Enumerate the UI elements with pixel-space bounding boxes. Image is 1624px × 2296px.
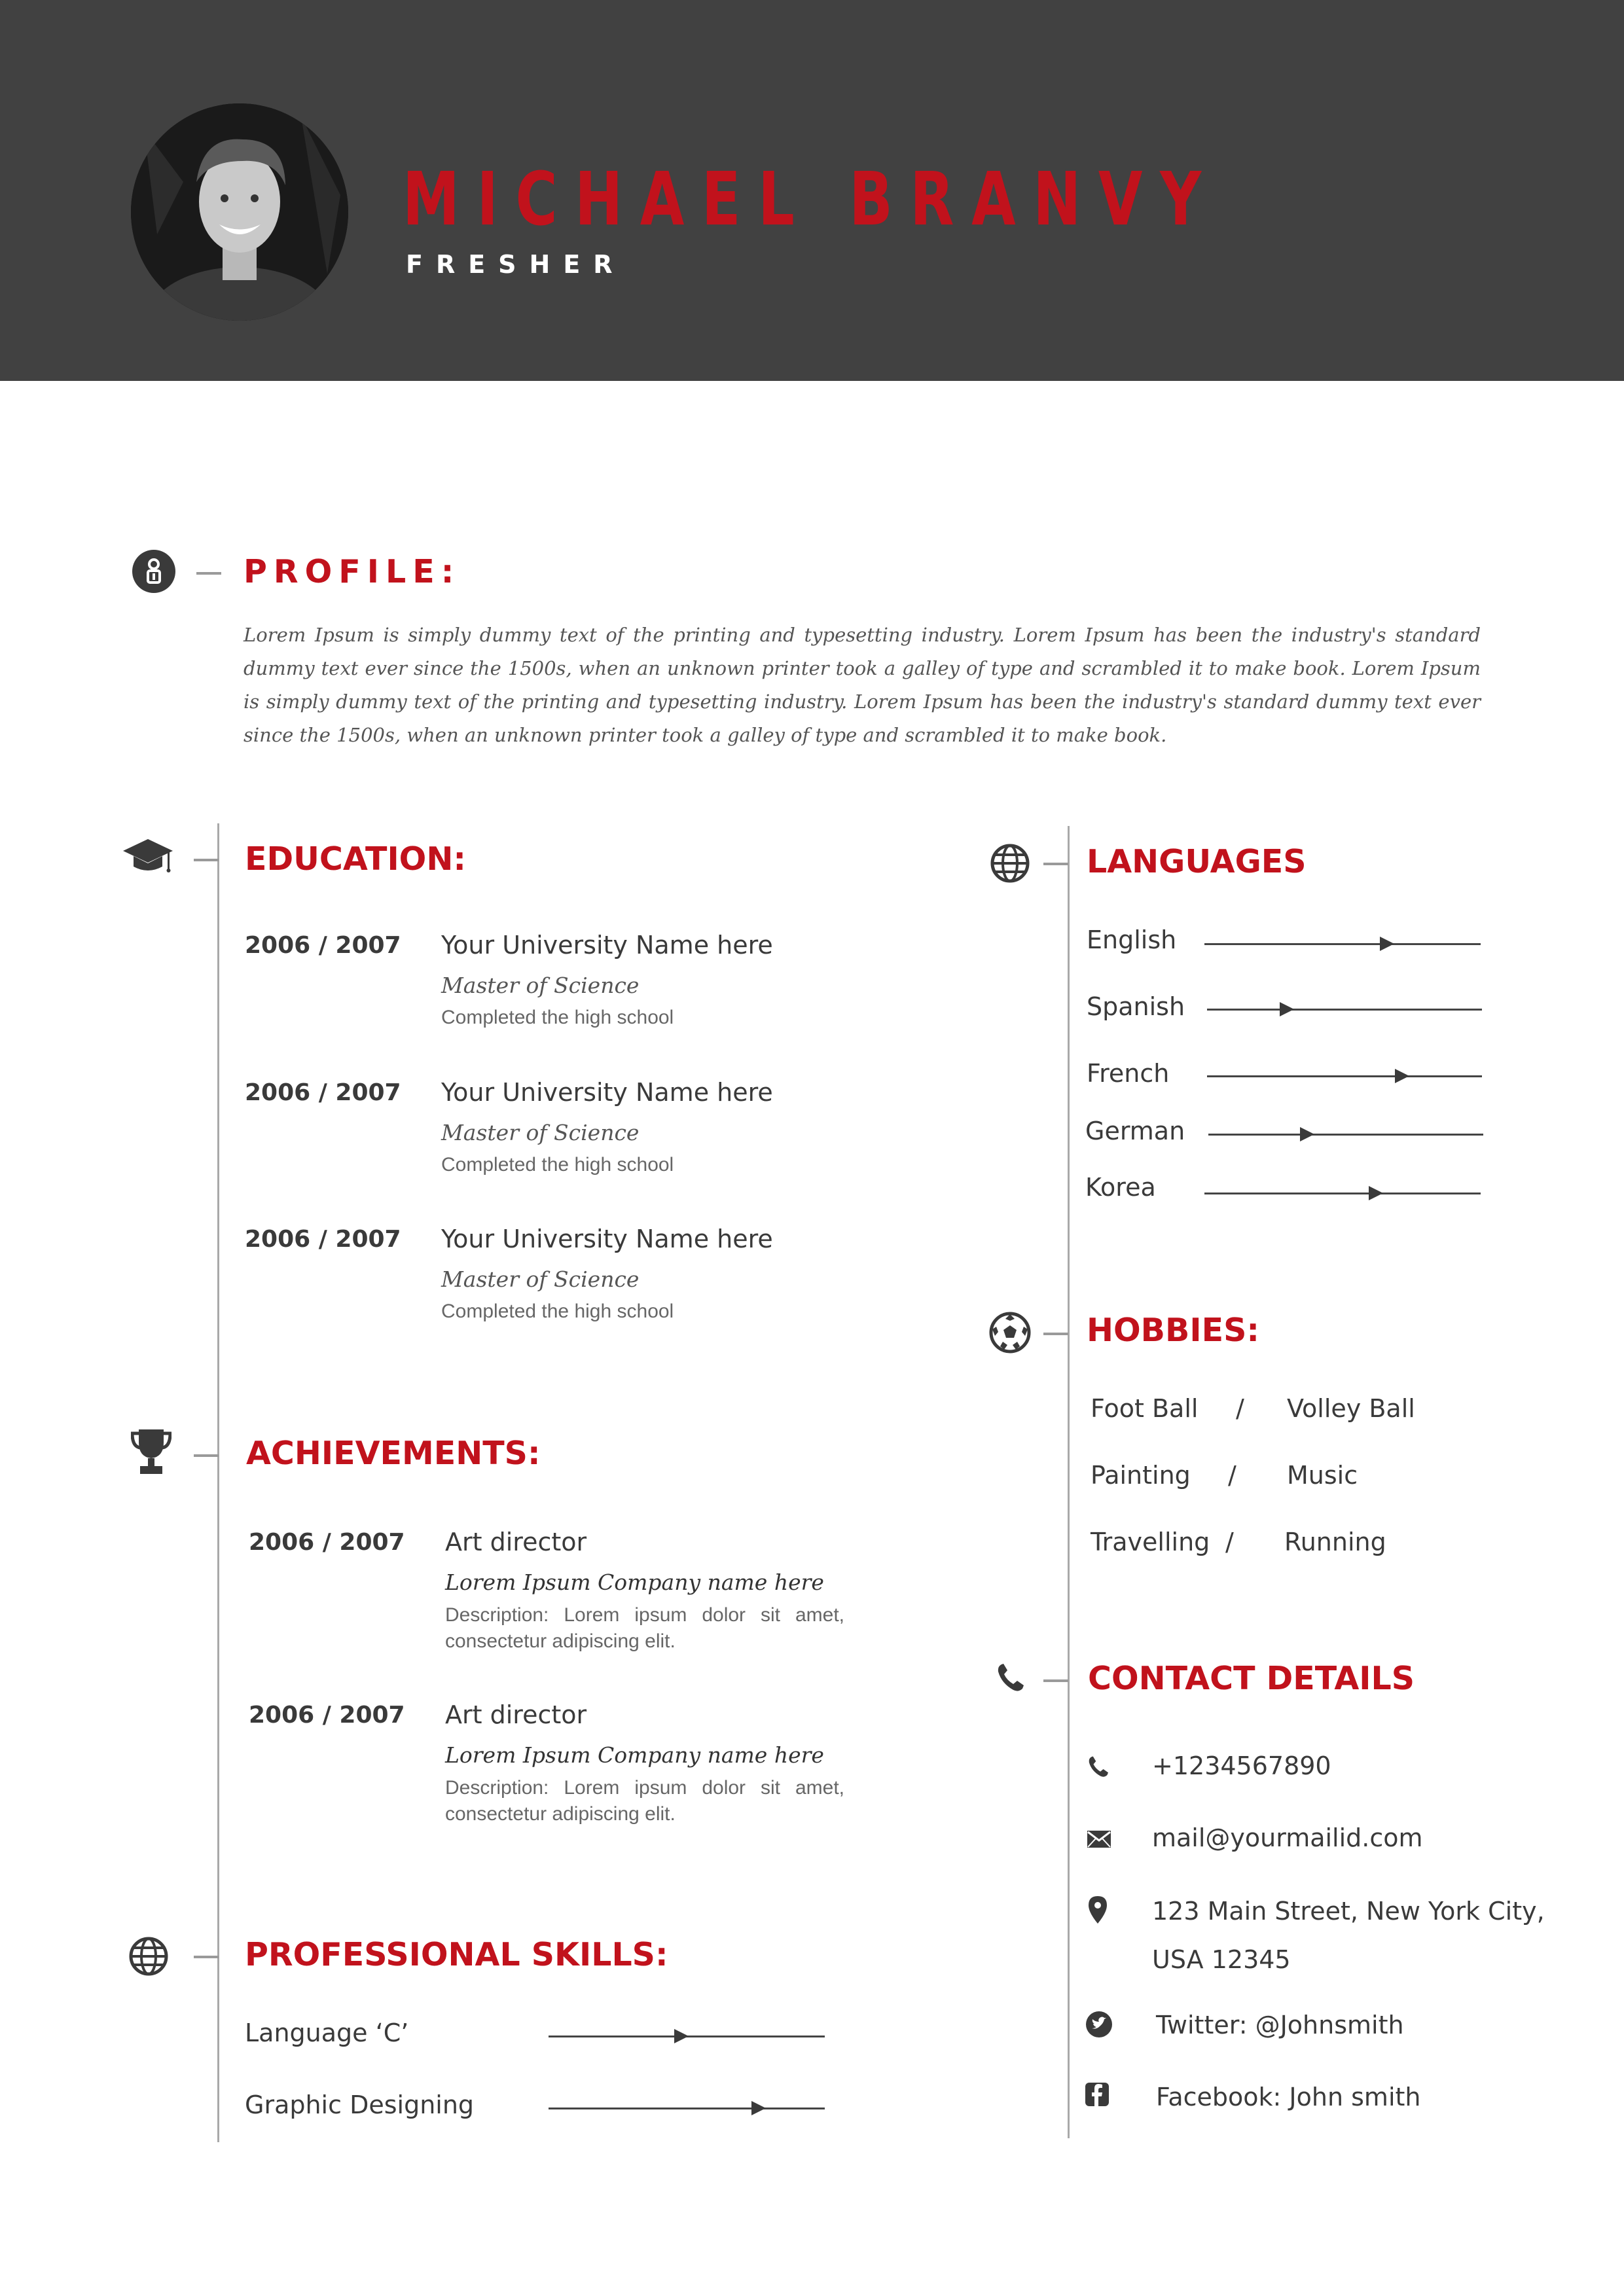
heading-dash [194, 1454, 219, 1457]
education-note: Completed the high school [441, 1154, 674, 1175]
education-heading: EDUCATION: [245, 840, 466, 878]
trophy-icon [131, 1427, 171, 1477]
contact-heading: CONTACT DETAILS [1088, 1660, 1415, 1697]
language-level-marker [1300, 1127, 1314, 1141]
language-name: French [1087, 1059, 1170, 1088]
globe-icon [128, 1936, 169, 1977]
language-bar-line [1208, 1134, 1483, 1136]
contact-address-line1: 123 Main Street, New York City, [1152, 1897, 1545, 1926]
heading-dash [1043, 1679, 1068, 1682]
language-level-marker [1280, 1002, 1294, 1016]
language-name: Korea [1085, 1173, 1156, 1202]
heading-dash [196, 572, 221, 575]
skill-name: Graphic Designing [245, 2090, 475, 2119]
avatar-photo [131, 103, 348, 321]
phone-icon [1087, 1755, 1110, 1779]
language-bar-line [1207, 1009, 1482, 1011]
avatar [131, 103, 348, 321]
hobby-item: Painting [1091, 1461, 1191, 1490]
language-bar-line [1207, 1075, 1482, 1077]
hobby-item: Travelling [1091, 1528, 1210, 1556]
achievement-description: Description: Lorem ipsum dolor sit amet, consectetur adipiscing elit. [445, 1604, 844, 1652]
languages-heading: LANGUAGES [1087, 843, 1307, 880]
achievement-role: Art director [445, 1700, 587, 1729]
hobby-separator: / [1236, 1394, 1244, 1423]
language-name: English [1087, 925, 1177, 954]
contact-email: mail@yourmailid.com [1152, 1823, 1423, 1852]
hobby-item: Music [1287, 1461, 1358, 1490]
heading-dash [1043, 863, 1068, 865]
education-school: Your University Name here [441, 931, 773, 960]
language-level-marker [1380, 937, 1394, 951]
facebook-icon [1085, 2083, 1109, 2106]
achievement-years: 2006 / 2007 [249, 1529, 405, 1556]
language-level-marker [1369, 1186, 1383, 1200]
education-note: Completed the high school [441, 1300, 674, 1322]
skill-level-marker [674, 2029, 689, 2043]
candidate-name: MICHAEL BRANVY [403, 157, 1219, 242]
profile-heading: PROFILE: [244, 553, 461, 590]
education-school: Your University Name here [441, 1078, 773, 1107]
education-school: Your University Name here [441, 1225, 773, 1253]
user-icon [132, 550, 175, 593]
language-bar-line [1204, 943, 1481, 945]
hobby-item: Volley Ball [1287, 1394, 1415, 1423]
language-bar-line [1204, 1193, 1481, 1194]
contact-address-line2: USA 12345 [1152, 1945, 1291, 1974]
graduation-cap-icon [122, 836, 174, 877]
hobby-separator: / [1228, 1461, 1236, 1490]
right-timeline-line [1068, 826, 1070, 2138]
twitter-icon [1085, 2011, 1113, 2038]
heading-dash [194, 1956, 219, 1958]
skill-name: Language ‘C’ [245, 2018, 409, 2047]
candidate-role: FRESHER [406, 250, 626, 279]
education-years: 2006 / 2007 [245, 1226, 401, 1253]
envelope-icon [1087, 1830, 1111, 1848]
education-degree: Master of Science [441, 1120, 640, 1145]
hobby-item: Running [1284, 1528, 1386, 1556]
language-name: German [1085, 1117, 1185, 1145]
hobby-separator: / [1225, 1528, 1234, 1556]
heading-dash [194, 859, 219, 861]
skill-bar-line [549, 2108, 825, 2109]
achievement-role: Art director [445, 1528, 587, 1556]
language-level-marker [1395, 1069, 1409, 1083]
achievement-company: Lorem Ipsum Company name here [445, 1570, 824, 1595]
skills-heading: PROFESSIONAL SKILLS: [245, 1936, 668, 1973]
phone-icon [995, 1662, 1026, 1694]
contact-phone: +1234567890 [1152, 1751, 1331, 1780]
hobby-item: Foot Ball [1091, 1394, 1199, 1423]
achievement-company: Lorem Ipsum Company name here [445, 1742, 824, 1768]
education-degree: Master of Science [441, 973, 640, 998]
achievement-description: Description: Lorem ipsum dolor sit amet, consectetur adipiscing elit. [445, 1777, 844, 1825]
left-timeline-line [217, 823, 219, 2142]
achievement-years: 2006 / 2007 [249, 1702, 405, 1729]
education-note: Completed the high school [441, 1007, 674, 1028]
hobbies-heading: HOBBIES: [1087, 1312, 1259, 1349]
language-name: Spanish [1087, 992, 1185, 1021]
contact-twitter: Twitter: @Johnsmith [1156, 2011, 1404, 2039]
education-years: 2006 / 2007 [245, 1079, 401, 1106]
map-pin-icon [1088, 1895, 1108, 1924]
contact-facebook: Facebook: John smith [1156, 2083, 1421, 2111]
heading-dash [1043, 1333, 1068, 1335]
skill-level-marker [751, 2101, 766, 2115]
soccer-ball-icon [988, 1311, 1032, 1354]
education-degree: Master of Science [441, 1266, 640, 1292]
achievements-heading: ACHIEVEMENTS: [246, 1435, 541, 1472]
education-years: 2006 / 2007 [245, 932, 401, 959]
profile-summary: Lorem Ipsum is simply dummy text of the printing and typesetting industry. Lorem Ipsum has been the industry's standard dummy text ever since the 1500s, when an unknown printer took a galley of type and scrambled it to make book. Lorem Ipsum is simply dummy text of the printing and typesetting industry. Lorem Ipsum has been the industry's standard dummy text ever since the 1500s, when an unknown printer took a galley of type and scrambled it to make book. [244, 624, 1481, 746]
globe-icon [990, 843, 1030, 884]
